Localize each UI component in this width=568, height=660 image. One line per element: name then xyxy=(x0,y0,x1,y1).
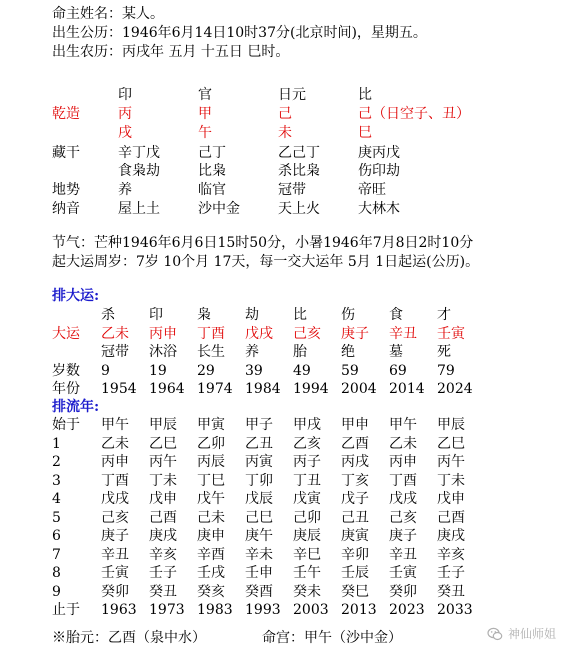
liunian-cell: 乙巳 xyxy=(437,436,465,452)
liunian-cell: 己未 xyxy=(197,510,225,526)
nayin-value: 沙中金 xyxy=(198,201,240,217)
liunian-cell: 甲寅 xyxy=(197,417,225,433)
earthly-branch: 巳 xyxy=(358,125,372,141)
liunian-cell: 2033 xyxy=(437,602,473,618)
liunian-cell: 丙申 xyxy=(389,454,417,470)
pillar-top-label: 日元 xyxy=(278,87,306,103)
minggong-line: 命宫：甲午（沙中金） xyxy=(262,630,402,646)
liunian-cell: 1983 xyxy=(197,602,233,618)
liunian-cell: 己酉 xyxy=(437,510,465,526)
dishi-label: 地势 xyxy=(52,182,80,198)
shishen-value: 比枭 xyxy=(198,163,226,179)
liunian-cell: 戊辰 xyxy=(245,491,273,507)
pillar-top-label: 比 xyxy=(358,87,372,103)
dayun-state: 胎 xyxy=(293,344,307,360)
dayun-year: 1964 xyxy=(149,381,185,397)
liunian-cell: 1993 xyxy=(245,602,281,618)
liunian-cell: 己卯 xyxy=(293,510,321,526)
liunian-cell: 丁酉 xyxy=(389,473,417,489)
liunian-cell: 戊戌 xyxy=(101,491,129,507)
dayun-state: 冠带 xyxy=(101,344,129,360)
dayun-age: 19 xyxy=(149,363,167,379)
watermark-text: 神仙师姐 xyxy=(507,627,556,641)
liunian-cell: 戊午 xyxy=(197,491,225,507)
liunian-cell: 辛亥 xyxy=(437,547,465,563)
liunian-cell: 甲申 xyxy=(341,417,369,433)
liunian-cell: 壬申 xyxy=(245,565,273,581)
dayun-ganzhi: 戊戌 xyxy=(245,326,273,342)
dayun-heading: 排大运: xyxy=(52,288,100,304)
liunian-cell: 辛未 xyxy=(245,547,273,563)
liunian-cell: 2003 xyxy=(293,602,329,618)
liunian-cell: 戊戌 xyxy=(389,491,417,507)
canggan-value: 辛丁戊 xyxy=(118,145,160,161)
lunar-birth-line: 出生农历：丙戌年 五月 十五日 巳时。 xyxy=(52,44,290,60)
earthly-branch: 午 xyxy=(198,125,212,141)
suishu-label: 岁数 xyxy=(52,363,80,379)
shishen-value: 伤印劫 xyxy=(358,163,400,179)
liunian-cell: 甲午 xyxy=(389,417,417,433)
earthly-branch: 戌 xyxy=(118,125,132,141)
liunian-cell: 2013 xyxy=(341,602,377,618)
liunian-row-label: 始于 xyxy=(52,417,80,433)
liunian-cell: 辛丑 xyxy=(389,547,417,563)
liunian-cell: 乙亥 xyxy=(293,436,321,452)
liunian-cell: 癸亥 xyxy=(197,584,225,600)
liunian-row-label: 6 xyxy=(52,528,61,544)
liunian-cell: 乙巳 xyxy=(149,436,177,452)
liunian-cell: 庚子 xyxy=(101,528,129,544)
dishi-value: 帝旺 xyxy=(358,182,386,198)
dayun-state: 墓 xyxy=(389,344,403,360)
liunian-row-label: 4 xyxy=(52,491,61,507)
nayin-value: 大林木 xyxy=(358,201,400,217)
liunian-cell: 癸酉 xyxy=(245,584,273,600)
dayun-top: 比 xyxy=(293,307,307,323)
liunian-row-label: 8 xyxy=(52,565,61,581)
dayun-state: 绝 xyxy=(341,344,355,360)
liunian-cell: 甲辰 xyxy=(437,417,465,433)
heavenly-stem: 甲 xyxy=(198,106,212,122)
canggan-label: 藏干 xyxy=(52,145,80,161)
liunian-cell: 2023 xyxy=(389,602,425,618)
liunian-cell: 乙卯 xyxy=(197,436,225,452)
liunian-cell: 己酉 xyxy=(149,510,177,526)
liunian-cell: 庚午 xyxy=(245,528,273,544)
dayun-age: 29 xyxy=(197,363,215,379)
liunian-cell: 甲子 xyxy=(245,417,273,433)
dayun-age: 69 xyxy=(389,363,407,379)
dayun-age: 59 xyxy=(341,363,359,379)
dayun-year: 2024 xyxy=(437,381,473,397)
liunian-cell: 丙申 xyxy=(101,454,129,470)
dishi-value: 临官 xyxy=(198,182,226,198)
dayun-year: 1984 xyxy=(245,381,281,397)
liunian-cell: 己巳 xyxy=(245,510,273,526)
pillar-top-label: 印 xyxy=(118,87,132,103)
liunian-row-label: 9 xyxy=(52,584,61,600)
liunian-cell: 戊申 xyxy=(149,491,177,507)
liunian-cell: 壬寅 xyxy=(389,565,417,581)
dayun-age: 49 xyxy=(293,363,311,379)
dayun-label: 大运 xyxy=(52,326,80,342)
dayun-top: 才 xyxy=(437,307,451,323)
dayun-state: 死 xyxy=(437,344,451,360)
liunian-cell: 壬子 xyxy=(437,565,465,581)
liunian-cell: 丁卯 xyxy=(245,473,273,489)
dayun-top: 枭 xyxy=(197,307,211,323)
liunian-cell: 丙寅 xyxy=(245,454,273,470)
liunian-cell: 壬午 xyxy=(293,565,321,581)
liunian-cell: 癸丑 xyxy=(437,584,465,600)
dishi-value: 冠带 xyxy=(278,182,306,198)
dayun-top: 印 xyxy=(149,307,163,323)
earthly-branch: 未 xyxy=(278,125,292,141)
dayun-state: 沐浴 xyxy=(149,344,177,360)
shishen-value: 食枭劫 xyxy=(118,163,160,179)
wechat-icon xyxy=(487,626,503,642)
nayin-label: 纳音 xyxy=(52,201,80,217)
liunian-cell: 丁丑 xyxy=(293,473,321,489)
liunian-cell: 甲戌 xyxy=(293,417,321,433)
dayun-age: 39 xyxy=(245,363,263,379)
shishen-value: 杀比枭 xyxy=(278,163,320,179)
liunian-cell: 甲午 xyxy=(101,417,129,433)
liunian-cell: 辛卯 xyxy=(341,547,369,563)
dayun-year: 1954 xyxy=(101,381,137,397)
liunian-cell: 辛丑 xyxy=(101,547,129,563)
dayun-ganzhi: 壬寅 xyxy=(437,326,465,342)
liunian-cell: 辛亥 xyxy=(149,547,177,563)
liunian-cell: 乙酉 xyxy=(341,436,369,452)
liunian-cell: 己亥 xyxy=(101,510,129,526)
liunian-cell: 癸未 xyxy=(293,584,321,600)
liunian-cell: 庚戌 xyxy=(437,528,465,544)
liunian-cell: 丙辰 xyxy=(197,454,225,470)
liunian-cell: 癸卯 xyxy=(101,584,129,600)
liunian-cell: 丁亥 xyxy=(341,473,369,489)
liunian-cell: 1963 xyxy=(101,602,137,618)
dayun-state: 长生 xyxy=(197,344,225,360)
taiyuan-line: ※胎元：乙酉（泉中水） xyxy=(52,630,206,646)
liunian-cell: 癸巳 xyxy=(341,584,369,600)
liunian-cell: 丁酉 xyxy=(101,473,129,489)
liunian-cell: 庚戌 xyxy=(149,528,177,544)
liunian-cell: 己丑 xyxy=(341,510,369,526)
liunian-cell: 丁未 xyxy=(437,473,465,489)
watermark xyxy=(487,625,556,642)
liunian-cell: 辛酉 xyxy=(197,547,225,563)
dishi-value: 养 xyxy=(118,182,132,198)
nayin-value: 天上火 xyxy=(278,201,320,217)
qianzao-label: 乾造 xyxy=(52,106,80,122)
nayin-value: 屋上土 xyxy=(118,201,160,217)
liunian-cell: 辛巳 xyxy=(293,547,321,563)
liunian-cell: 乙丑 xyxy=(245,436,273,452)
heavenly-stem: 己 xyxy=(278,106,292,122)
liunian-cell: 庚寅 xyxy=(341,528,369,544)
canggan-value: 己丁 xyxy=(198,145,226,161)
dayun-age: 79 xyxy=(437,363,455,379)
dayun-top: 杀 xyxy=(101,307,115,323)
liunian-cell: 壬子 xyxy=(149,565,177,581)
dayun-top: 伤 xyxy=(341,307,355,323)
liunian-cell: 戊寅 xyxy=(293,491,321,507)
liunian-cell: 乙未 xyxy=(101,436,129,452)
dayun-top: 劫 xyxy=(245,307,259,323)
liunian-row-label: 1 xyxy=(52,436,61,452)
dayun-top: 食 xyxy=(389,307,403,323)
liunian-cell: 1973 xyxy=(149,602,185,618)
liunian-cell: 戊子 xyxy=(341,491,369,507)
liunian-cell: 庚申 xyxy=(197,528,225,544)
dayun-age: 9 xyxy=(101,363,110,379)
liunian-cell: 乙未 xyxy=(389,436,417,452)
liunian-cell: 丙戌 xyxy=(341,454,369,470)
liunian-cell: 丙子 xyxy=(293,454,321,470)
liunian-cell: 戊申 xyxy=(437,491,465,507)
pillar-top-label: 官 xyxy=(198,87,212,103)
dayun-year: 1994 xyxy=(293,381,329,397)
liunian-cell: 丁未 xyxy=(149,473,177,489)
dayun-ganzhi: 乙未 xyxy=(101,326,129,342)
liunian-cell: 庚子 xyxy=(389,528,417,544)
liunian-cell: 庚辰 xyxy=(293,528,321,544)
dayun-state: 养 xyxy=(245,344,259,360)
liunian-row-label: 7 xyxy=(52,547,61,563)
jieqi-line: 节气：芒种1946年6月6日15时50分，小暑1946年7月8日2时10分 xyxy=(52,235,474,251)
liunian-row-label: 止于 xyxy=(52,602,80,618)
dayun-year: 2004 xyxy=(341,381,377,397)
liunian-row-label: 3 xyxy=(52,473,61,489)
dayun-ganzhi: 丙申 xyxy=(149,326,177,342)
heavenly-stem: 丙 xyxy=(118,106,132,122)
name-line: 命主姓名：某人。 xyxy=(52,6,164,22)
qiyun-line: 起大运周岁：7岁 10个月 17天，每一交大运年 5月 1日起运(公历)。 xyxy=(52,254,480,270)
canggan-value: 庚丙戊 xyxy=(358,145,400,161)
canggan-value: 乙己丁 xyxy=(278,145,320,161)
liunian-cell: 丁巳 xyxy=(197,473,225,489)
dayun-year: 2014 xyxy=(389,381,425,397)
nianfen-label: 年份 xyxy=(52,381,80,397)
liunian-cell: 丙午 xyxy=(149,454,177,470)
dayun-ganzhi: 辛丑 xyxy=(389,326,417,342)
dayun-year: 1974 xyxy=(197,381,233,397)
liunian-row-label: 2 xyxy=(52,454,61,470)
dayun-ganzhi: 丁酉 xyxy=(197,326,225,342)
liunian-cell: 癸丑 xyxy=(149,584,177,600)
liunian-cell: 壬寅 xyxy=(101,565,129,581)
dayun-ganzhi: 己亥 xyxy=(293,326,321,342)
liunian-cell: 壬辰 xyxy=(341,565,369,581)
liunian-cell: 癸卯 xyxy=(389,584,417,600)
liunian-cell: 己亥 xyxy=(389,510,417,526)
liunian-row-label: 5 xyxy=(52,510,61,526)
liunian-cell: 甲辰 xyxy=(149,417,177,433)
heavenly-stem: 己（日空子、丑） xyxy=(358,106,470,122)
liunian-cell: 丙午 xyxy=(437,454,465,470)
solar-birth-line: 出生公历：1946年6月14日10时37分(北京时间)，星期五。 xyxy=(52,25,427,41)
liunian-cell: 壬戌 xyxy=(197,565,225,581)
liunian-heading: 排流年: xyxy=(52,399,100,415)
dayun-ganzhi: 庚子 xyxy=(341,326,369,342)
